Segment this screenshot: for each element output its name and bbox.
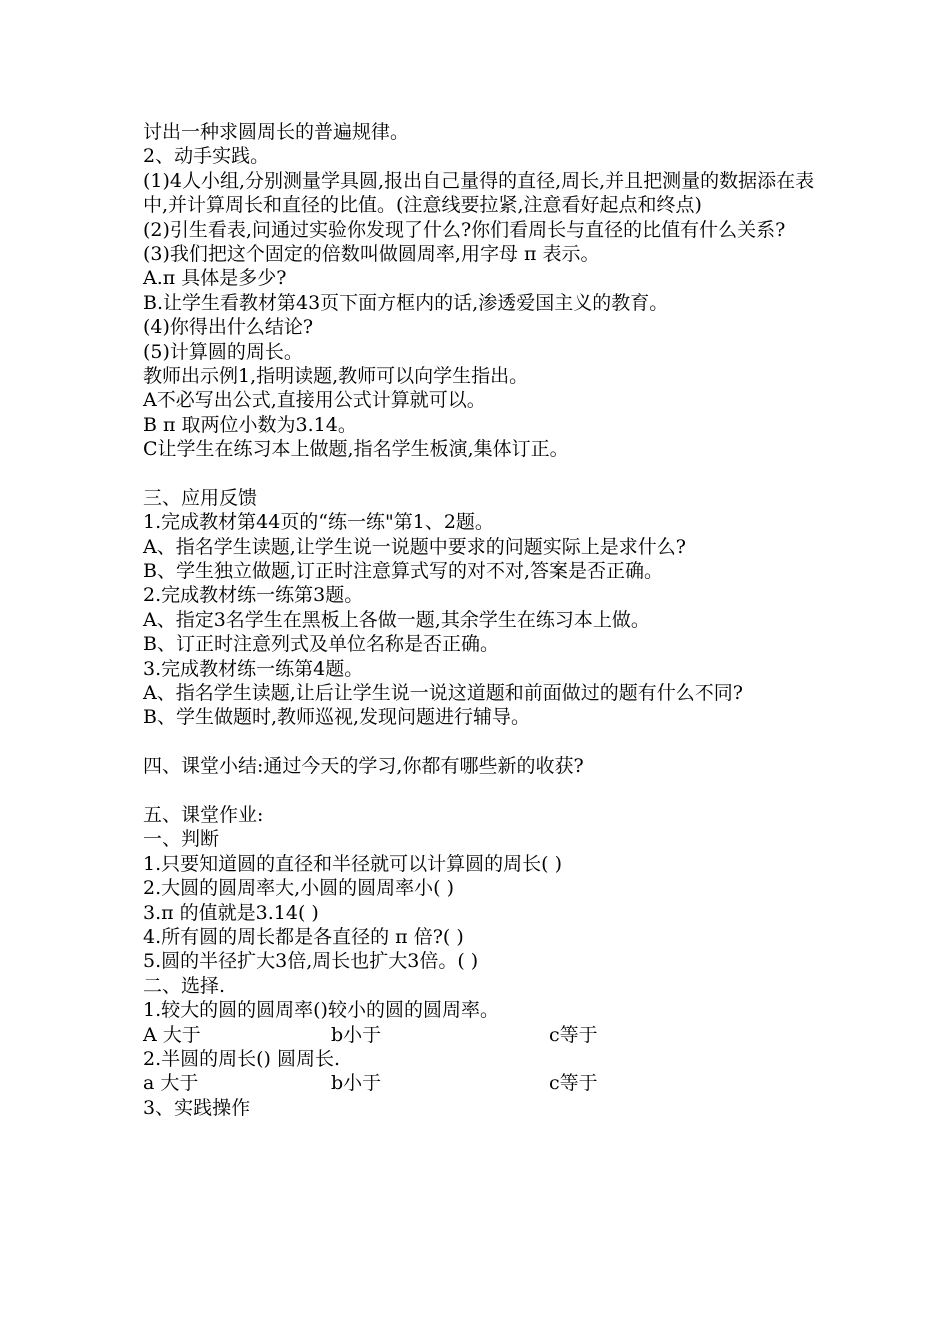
question-item: 3.π 的值就是3.14( )	[143, 901, 319, 924]
text-line: A、指定3名学生在黑板上各做一题,其余学生在练习本上做。	[143, 608, 650, 631]
question-item: 2.大圆的圆周率大,小圆的圆周率小( )	[143, 877, 455, 900]
subsection-heading: 二、选择.	[143, 974, 226, 997]
text-line: 2.完成教材练一练第3题。	[143, 584, 364, 607]
option-a: a 大于	[143, 1072, 199, 1095]
section-heading: 2、动手实践。	[143, 145, 270, 168]
text-paragraph: A、指名学生读题,让后让学生说一说这道题和前面做过的题有什么不同?	[143, 682, 743, 705]
question-item: 1.只要知道圆的直径和半径就可以计算圆的周长( )	[143, 852, 562, 875]
document-page	[143, 120, 823, 1120]
question-item: 5.圆的半径扩大3倍,周长也扩大3倍。( )	[143, 950, 479, 973]
subsection-heading: 一、判断	[143, 828, 220, 851]
text-line: A、指名学生读题,让学生说一说题中要求的问题实际上是求什么?	[143, 535, 686, 558]
answer-options	[143, 1071, 823, 1095]
blank-line	[143, 779, 823, 803]
text-line: 讨出一种求圆周长的普遍规律。	[143, 121, 410, 143]
text-line: B、订正时注意列式及单位名称是否正确。	[143, 633, 499, 656]
text-line: 教师出示例1,指明读题,教师可以向学生指出。	[143, 364, 529, 387]
text-line: (5)计算圆的周长。	[143, 340, 303, 363]
blank-line	[143, 730, 823, 754]
text-line: A.π 具体是多少?	[143, 267, 287, 290]
option-a: A 大于	[143, 1023, 201, 1046]
option-b: b小于	[331, 1072, 382, 1095]
text-line: (4)你得出什么结论?	[143, 316, 314, 339]
question-item: 4.所有圆的周长都是各直径的 π 倍?( )	[143, 925, 464, 948]
answer-options	[143, 1023, 823, 1047]
text-line: B.让学生看教材第43页下面方框内的话,渗透爱国主义的教育。	[143, 291, 669, 314]
section-heading: 五、课堂作业:	[143, 804, 264, 826]
blank-line	[143, 462, 823, 486]
question-item: 1.较大的圆的圆周率()较小的圆的圆周率。	[143, 999, 499, 1022]
option-c: c等于	[549, 1072, 598, 1095]
question-item: 2.半圆的周长() 圆周长.	[143, 1047, 341, 1070]
option-b: b小于	[331, 1023, 382, 1046]
text-line: 3.完成教材练一练第4题。	[143, 657, 364, 680]
text-line: (3)我们把这个固定的倍数叫做圆周率,用字母 π 表示。	[143, 243, 600, 265]
text-line: C让学生在练习本上做题,指名学生板演,集体订正。	[143, 438, 569, 461]
text-paragraph: (1)4人小组,分别测量学具圆,报出自己量得的直径,周长,并且把测量的数据添在表中,并计算周长和直径的比值。(注意线要拉紧,注意看好起点和终点)	[143, 169, 815, 217]
text-line: B、学生做题时,教师巡视,发现问题进行辅导。	[143, 706, 531, 729]
text-line: B、学生独立做题,订正时注意算式写的对不对,答案是否正确。	[143, 560, 664, 583]
subsection-heading: 3、实践操作	[143, 1096, 251, 1119]
option-c: c等于	[549, 1023, 598, 1046]
section-heading: 四、课堂小结:通过今天的学习,你都有哪些新的收获?	[143, 755, 584, 778]
section-heading: 三、应用反馈	[143, 486, 258, 509]
text-line: 1.完成教材第44页的“练一练"第1、2题。	[143, 511, 494, 534]
text-line: A不必写出公式,直接用公式计算就可以。	[143, 389, 486, 412]
text-paragraph: (2)引生看表,问通过实验你发现了什么?你们看周长与直径的比值有什么关系?	[143, 218, 786, 241]
text-line: B π 取两位小数为3.14。	[143, 413, 357, 436]
